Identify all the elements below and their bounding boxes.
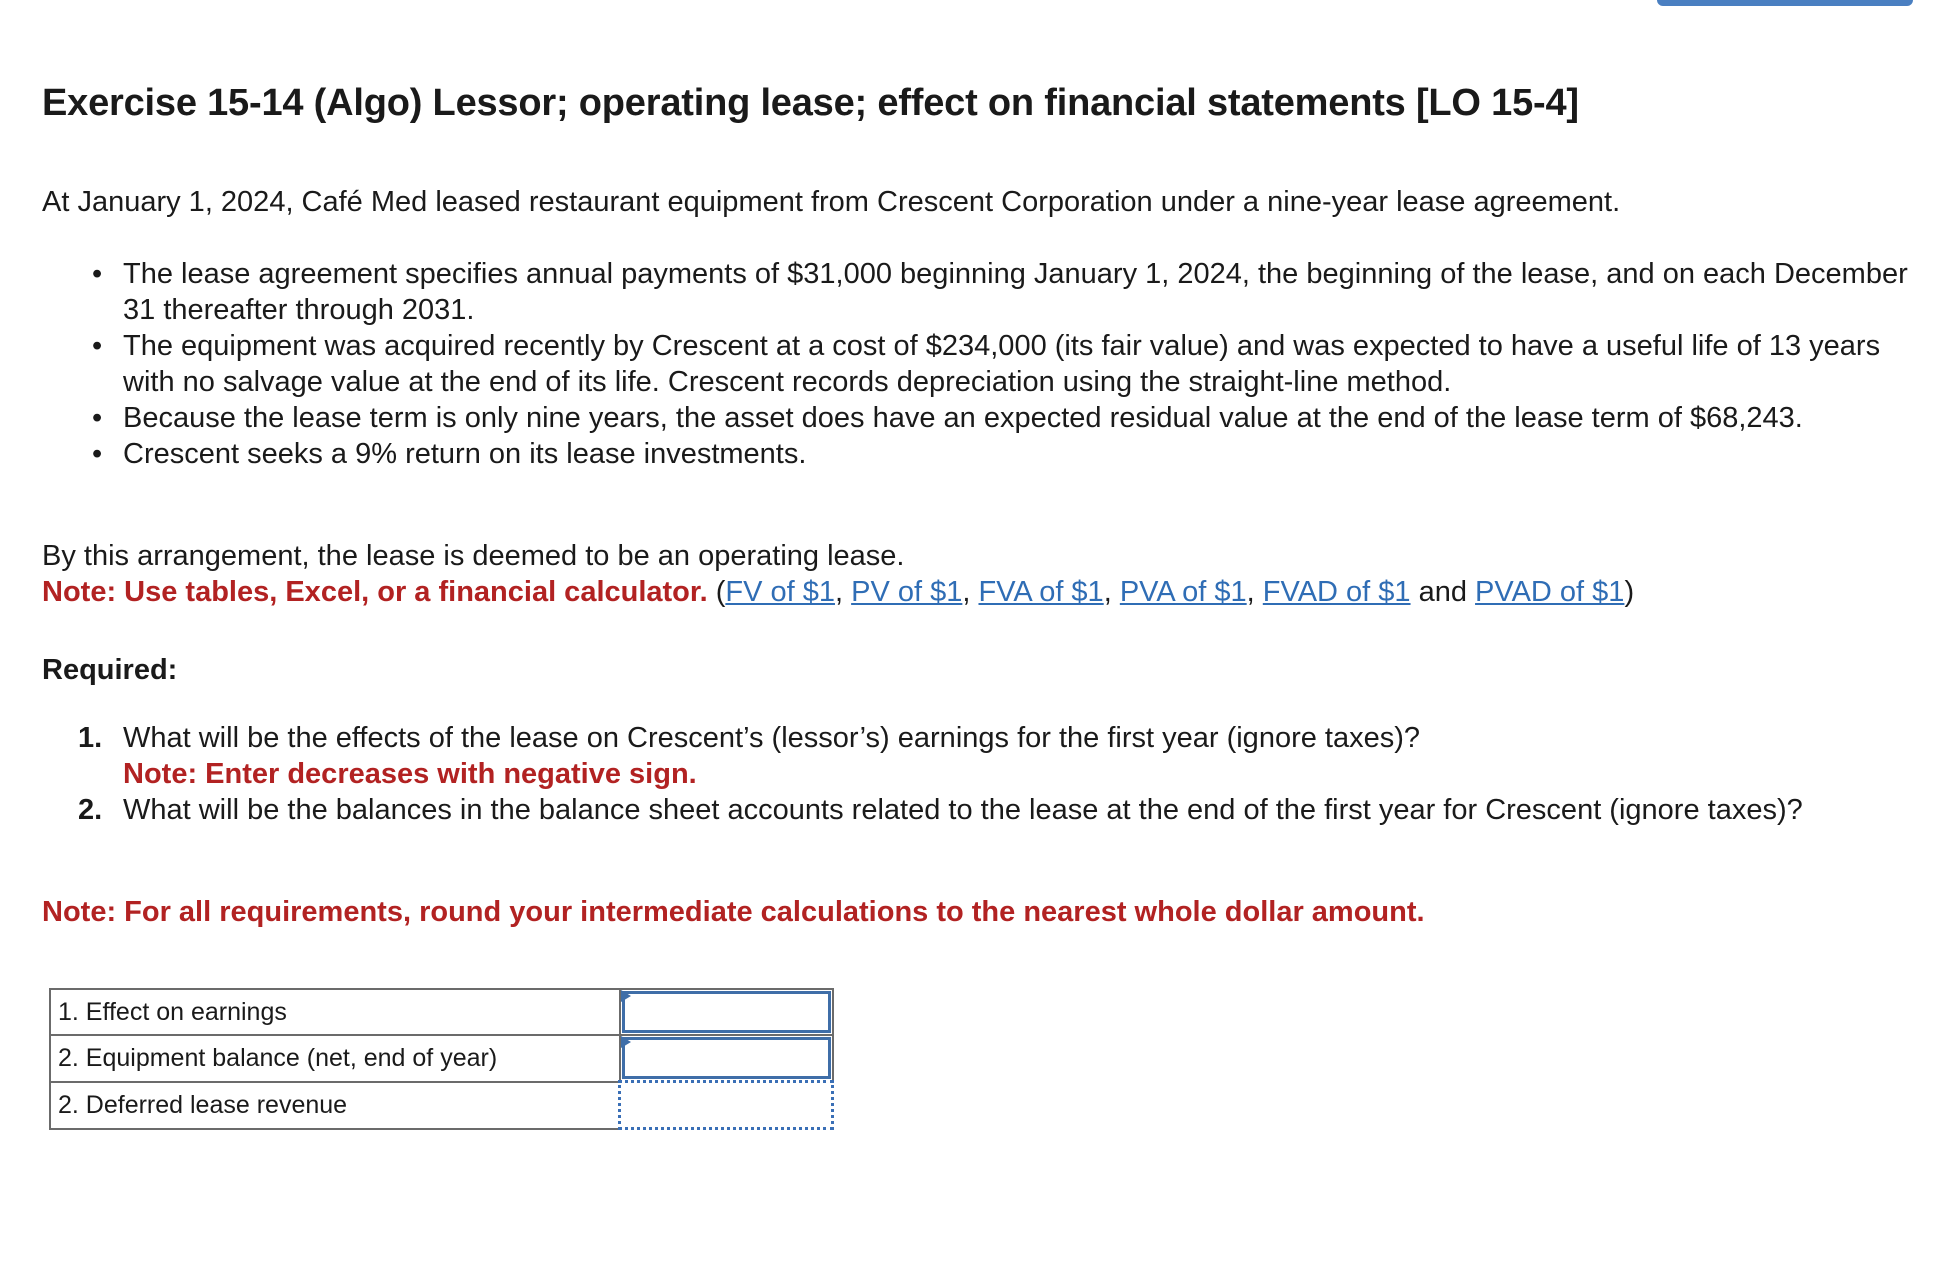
equipment-balance-cell: [620, 1035, 833, 1082]
bullet-icon: •: [92, 402, 103, 434]
bullet-text: The equipment was acquired recently by Crescent at a cost of $234,000 (its fair value) and was expected to have a useful life of 13 years with no salvage value at the end of its life. Crescent records depreciation using the straight-line method.: [123, 330, 1881, 398]
equipment-balance-label: 2. Equipment balance (net, end of year): [50, 1035, 620, 1082]
close-paren: ): [1624, 576, 1635, 608]
deferred-lease-revenue-input[interactable]: [621, 1083, 831, 1127]
separator: ,: [1246, 576, 1263, 608]
list-item: [42, 400, 1922, 436]
question-number: 2.: [78, 794, 103, 826]
bullet-text: Crescent seeks a 9% return on its lease investments.: [123, 438, 807, 470]
bullet-text: Because the lease term is only nine years, the asset does have an expected residual value at the end of the lease term of $68,243.: [123, 402, 1803, 434]
list-item: [42, 436, 1922, 472]
equipment-balance-box: [622, 1037, 831, 1079]
arrangement-text: By this arrangement, the lease is deemed to be an operating lease.: [42, 540, 905, 572]
answer-table: [49, 988, 834, 1130]
top-tab-button[interactable]: [1657, 0, 1913, 6]
tables-note-label: Note: Use tables, Excel, or a financial calculator.: [42, 576, 708, 608]
pvad-link[interactable]: PVAD of $1: [1475, 576, 1625, 608]
fvad-link[interactable]: FVAD of $1: [1262, 576, 1411, 608]
fv-link[interactable]: FV of $1: [725, 576, 835, 608]
question-note: Note: Enter decreases with negative sign.: [123, 758, 697, 790]
bullet-icon: •: [92, 258, 103, 290]
question-item: [42, 720, 1922, 792]
tables-note: [42, 576, 1634, 609]
separator: ,: [962, 576, 979, 608]
question-item: [42, 792, 1922, 828]
equipment-balance-input[interactable]: [625, 1040, 828, 1076]
pva-link[interactable]: PVA of $1: [1119, 576, 1247, 608]
table-row: [50, 1082, 833, 1129]
question-number: 1.: [78, 722, 103, 754]
deferred-lease-revenue-label: 2. Deferred lease revenue: [50, 1082, 620, 1129]
table-row: [50, 989, 833, 1035]
effect-on-earnings-input[interactable]: [625, 994, 828, 1030]
intro-text: At January 1, 2024, Café Med leased restaurant equipment from Crescent Corporation under a nine-year lease agreement.: [42, 186, 1621, 218]
bullet-icon: •: [92, 330, 103, 362]
and-text: and: [1410, 576, 1476, 608]
lease-terms-list: [42, 256, 1922, 472]
rounding-note: Note: For all requirements, round your intermediate calculations to the nearest whole dollar amount.: [42, 896, 1425, 928]
deferred-lease-revenue-cell: [620, 1082, 833, 1129]
table-row: [50, 1035, 833, 1082]
separator: ,: [1103, 576, 1120, 608]
question-text: What will be the effects of the lease on Crescent’s (lessor’s) earnings for the first year (ignore taxes)?: [123, 722, 1421, 754]
fva-link[interactable]: FVA of $1: [978, 576, 1104, 608]
separator: ,: [834, 576, 852, 608]
bullet-icon: •: [92, 438, 103, 470]
required-heading: Required:: [42, 654, 178, 686]
effect-on-earnings-box: [622, 991, 831, 1033]
open-paren: (: [707, 576, 726, 608]
pv-link[interactable]: PV of $1: [851, 576, 963, 608]
questions-list: [42, 720, 1922, 828]
bullet-text: The lease agreement specifies annual payments of $31,000 beginning January 1, 2024, the beginning of the lease, and on each December 31 thereafter through 2031.: [123, 258, 1908, 326]
list-item: [42, 328, 1922, 400]
effect-on-earnings-label: 1. Effect on earnings: [50, 989, 620, 1035]
list-item: [42, 256, 1922, 328]
question-text: What will be the balances in the balance sheet accounts related to the lease at the end of the first year for Crescent (ignore taxes)?: [123, 794, 1803, 826]
effect-on-earnings-cell: [620, 989, 833, 1035]
flag-icon: [621, 1036, 631, 1048]
flag-icon: [621, 990, 631, 1002]
exercise-title: Exercise 15-14 (Algo) Lessor; operating lease; effect on financial statements [LO 15-4]: [42, 82, 1579, 124]
